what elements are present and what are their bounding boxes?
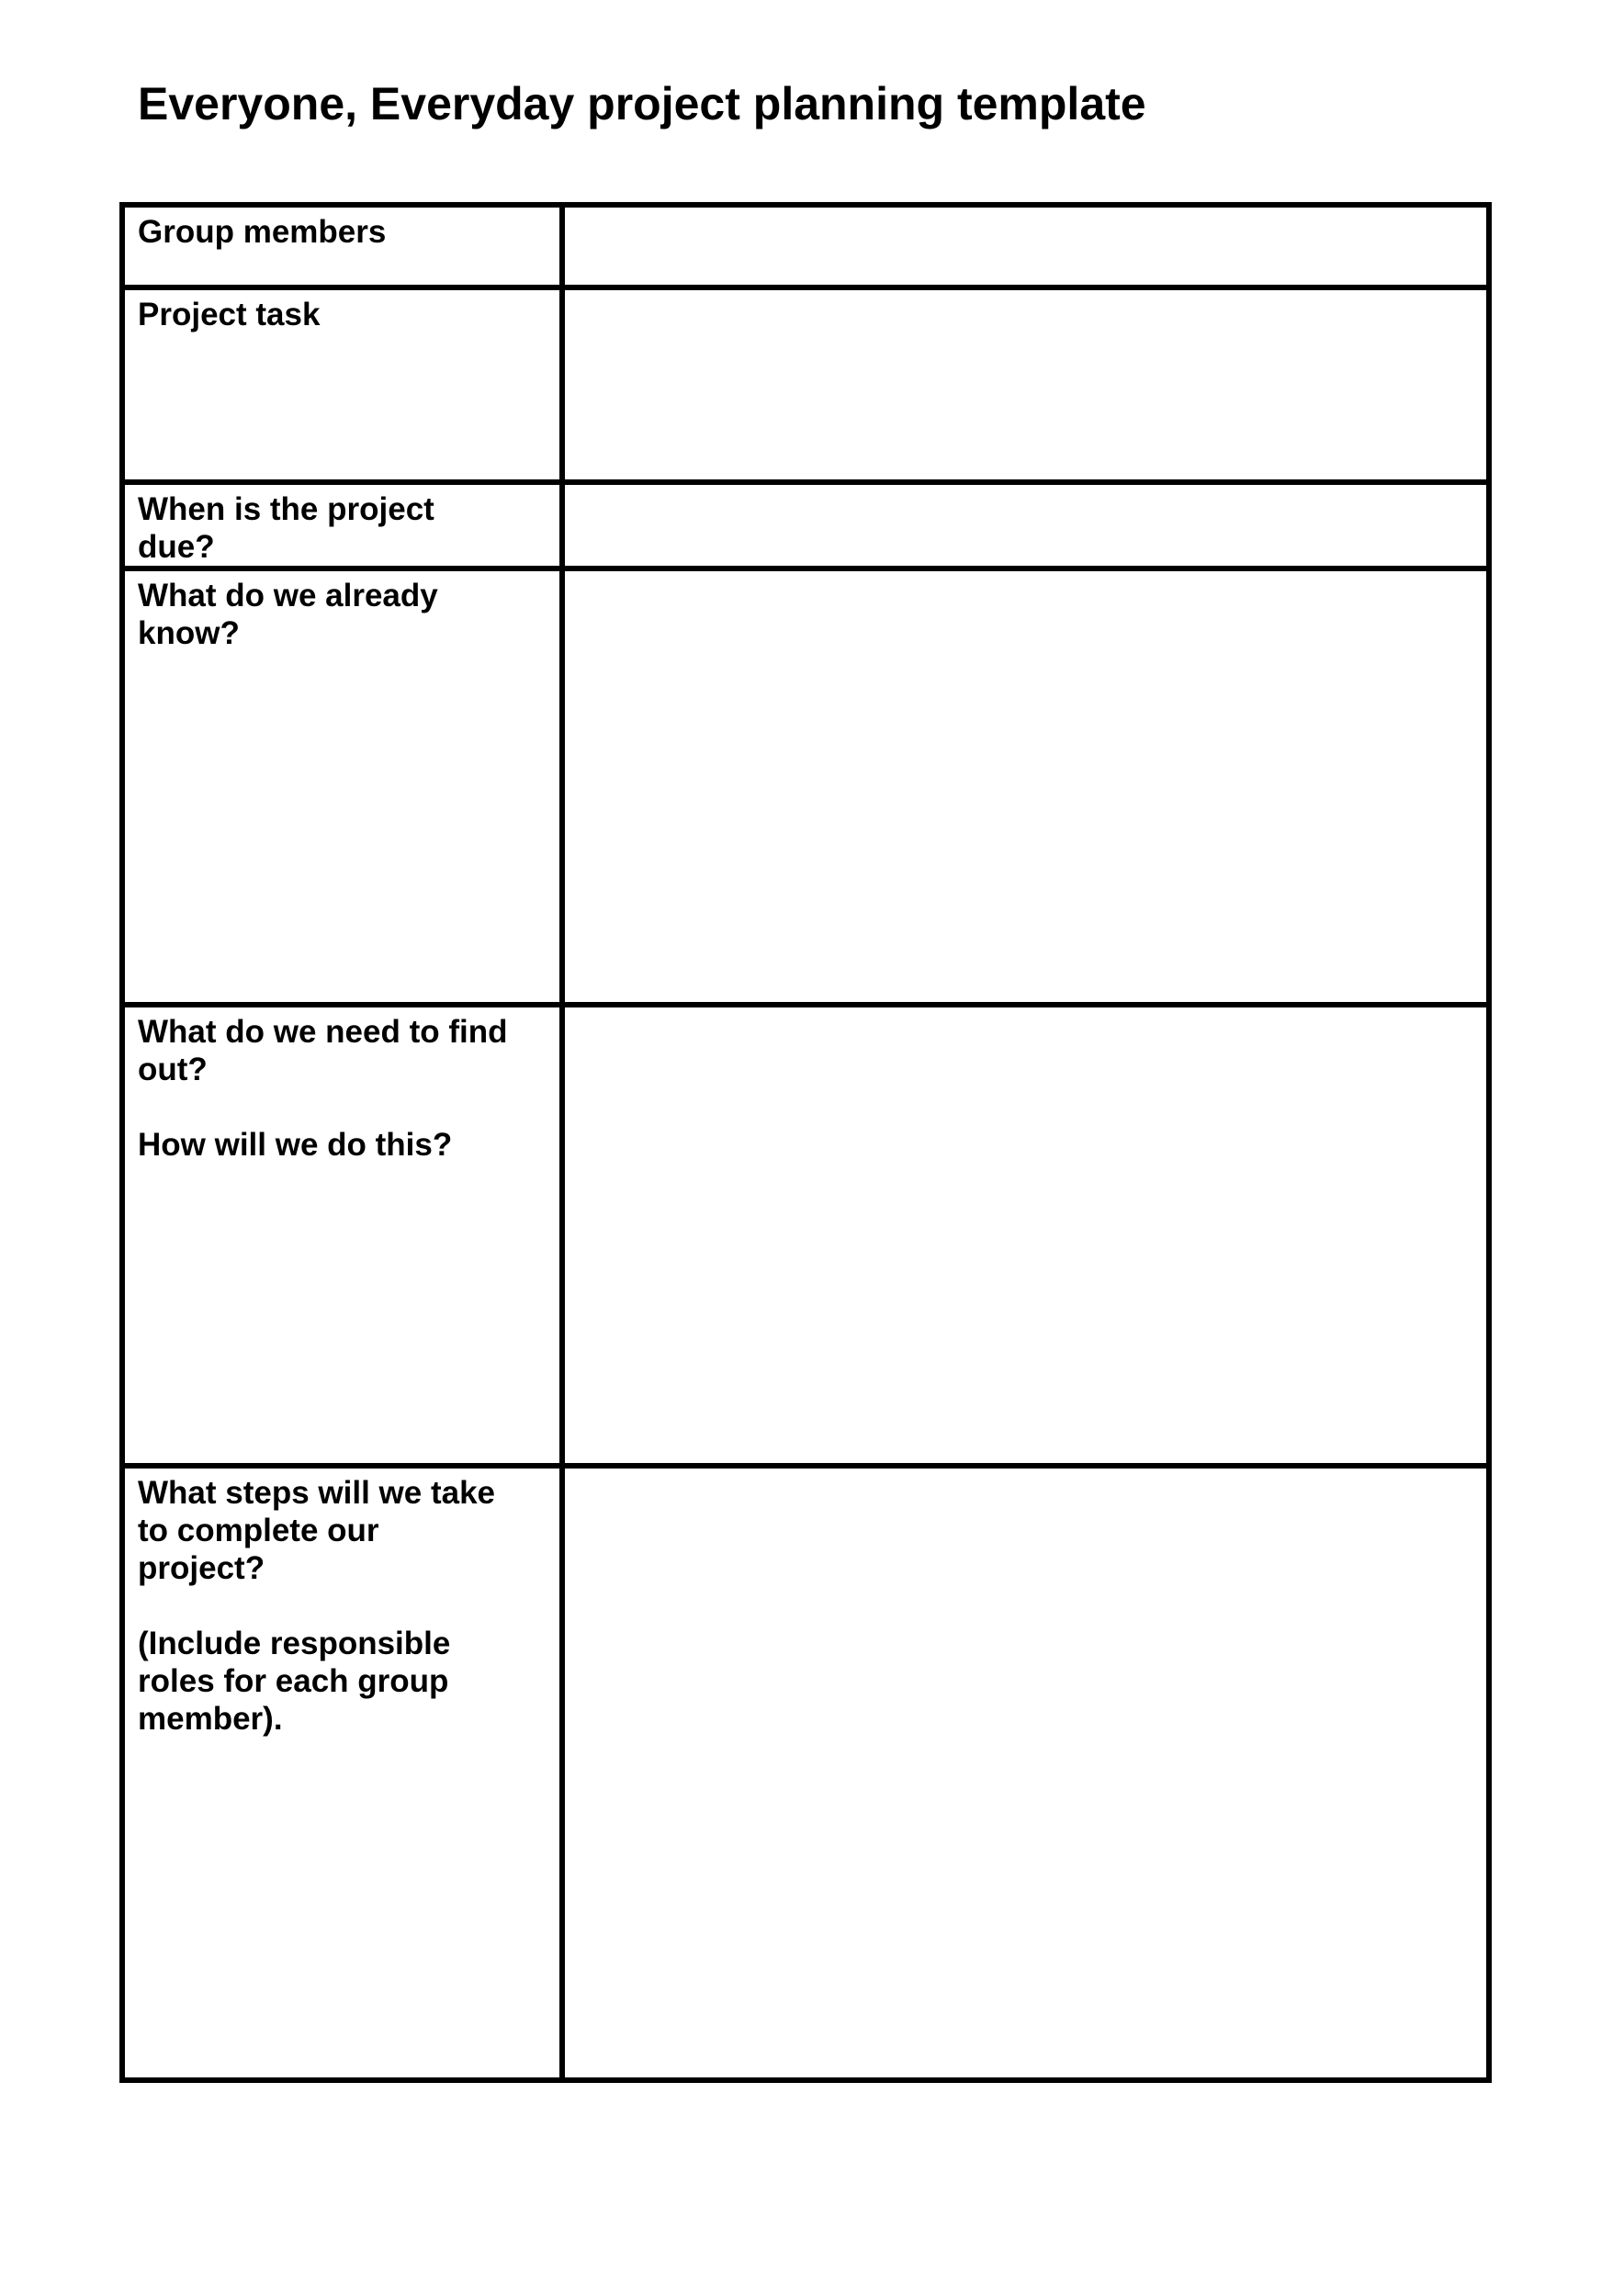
group-members-label: Group members: [138, 214, 387, 250]
responsible-roles-label: (Include responsible roles for each group member).: [138, 1626, 451, 1737]
how-will-we-do-this-label: How will we do this?: [138, 1127, 453, 1163]
find-out-label: What do we need to find out?: [138, 1014, 508, 1087]
project-due-answer-field[interactable]: [562, 482, 1489, 568]
project-task-label: Project task: [138, 297, 321, 332]
already-know-label-cell: [122, 568, 562, 1005]
steps-label-gap: [138, 1587, 547, 1625]
project-due-label-cell: [122, 482, 562, 568]
steps-label: What steps will we take to complete our project?: [138, 1475, 495, 1586]
steps-answer-field[interactable]: [562, 1466, 1489, 2080]
already-know-label: What do we already know?: [138, 578, 438, 651]
row-project-due: [122, 482, 1489, 568]
row-project-task: [122, 287, 1489, 482]
project-due-label: When is the project due?: [138, 491, 434, 565]
group-members-answer-field[interactable]: [562, 205, 1489, 287]
find-out-label-cell: [122, 1005, 562, 1466]
find-out-answer-field[interactable]: [562, 1005, 1489, 1466]
row-steps: [122, 1466, 1489, 2080]
group-members-label-cell: [122, 205, 562, 287]
row-find-out: [122, 1005, 1489, 1466]
steps-label-cell: [122, 1466, 562, 2080]
already-know-answer-field[interactable]: [562, 568, 1489, 1005]
project-task-label-cell: [122, 287, 562, 482]
find-out-label-gap: [138, 1088, 547, 1126]
row-already-know: [122, 568, 1489, 1005]
row-group-members: [122, 205, 1489, 287]
project-task-answer-field[interactable]: [562, 287, 1489, 482]
page-title: Everyone, Everyday project planning template: [138, 78, 1146, 129]
planning-table: [119, 202, 1492, 2083]
